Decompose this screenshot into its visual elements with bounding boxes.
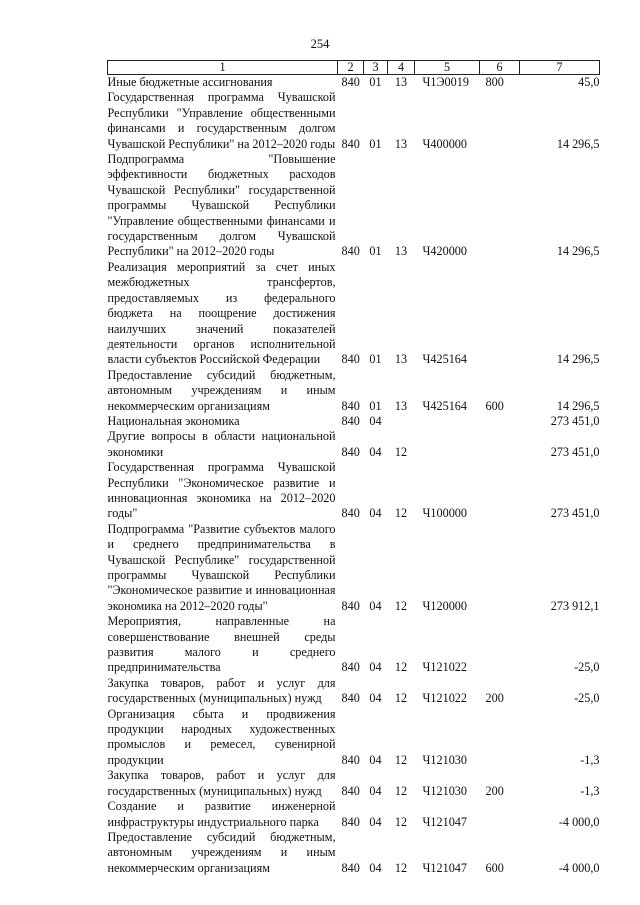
row-code-section: 04 <box>369 660 382 675</box>
row-code-subsection: 12 <box>394 444 408 459</box>
budget-table <box>107 60 600 876</box>
row-name: Закупка товаров, работ и услуг для государственных (муниципальных) нужд <box>107 768 336 798</box>
row-code-ministry: 840 <box>341 814 360 829</box>
row-code-target: Ч100000 <box>422 506 467 521</box>
row-code-expense-type: 200 <box>485 691 504 706</box>
row-code-expense-type <box>480 522 520 614</box>
row-code-expense-type <box>480 260 520 368</box>
table-row <box>108 90 600 152</box>
row-code-section: 01 <box>369 244 382 259</box>
table-row <box>108 414 600 429</box>
row-code-subsection: 12 <box>394 814 408 829</box>
row-code-ministry: 840 <box>341 75 360 89</box>
row-name: Мероприятия, направленные на совершенствование внешней среды развития малого и среднего предпринимательства <box>107 614 336 675</box>
row-code-target: Ч1Э0019 <box>422 75 469 89</box>
row-code-subsection: 12 <box>394 506 408 521</box>
row-code-subsection: 12 <box>394 860 408 875</box>
row-code-ministry: 840 <box>341 413 360 428</box>
column-header: 6 <box>480 61 520 75</box>
row-code-target: Ч425164 <box>422 398 467 413</box>
row-code-subsection: 12 <box>394 598 408 613</box>
row-code-subsection: 13 <box>394 75 408 89</box>
row-amount: 14 296,5 <box>556 398 600 413</box>
row-code-expense-type: 600 <box>485 398 504 413</box>
table-row <box>108 152 600 260</box>
row-code-section: 04 <box>369 860 382 875</box>
row-code-subsection: 13 <box>394 136 408 151</box>
table-row <box>108 460 600 522</box>
row-code-ministry: 840 <box>341 783 360 798</box>
row-code-subsection <box>388 414 415 429</box>
row-code-subsection: 12 <box>394 691 408 706</box>
row-code-target: Ч121030 <box>422 752 467 767</box>
row-code-target: Ч420000 <box>422 244 467 259</box>
row-code-target: Ч425164 <box>422 352 467 367</box>
row-code-target <box>415 414 480 429</box>
row-amount: 14 296,5 <box>556 244 600 259</box>
row-code-target: Ч120000 <box>422 598 467 613</box>
row-code-section: 01 <box>369 136 382 151</box>
row-name: Другие вопросы в области национальной экономики <box>107 429 336 459</box>
table-header <box>108 61 600 75</box>
row-name: Государственная программа Чувашской Республики "Экономическое развитие и инновационная экономика на 2012–2020 годы" <box>107 460 336 521</box>
page-number: 254 <box>310 37 330 51</box>
row-code-section: 04 <box>369 506 382 521</box>
table-row <box>108 830 600 876</box>
row-code-expense-type: 600 <box>485 860 504 875</box>
row-amount: 273 451,0 <box>550 413 600 428</box>
table-row <box>108 522 600 614</box>
row-code-section: 04 <box>369 814 382 829</box>
row-code-section: 01 <box>369 398 382 413</box>
table-row <box>108 614 600 676</box>
row-name: Национальная экономика <box>107 413 240 428</box>
row-name: Организация сбыта и продвижения продукции народных художественных промыслов и ремесел, сувенирной продукции <box>107 706 336 767</box>
row-code-expense-type <box>480 614 520 676</box>
row-code-subsection: 13 <box>394 244 408 259</box>
row-code-section: 04 <box>369 598 382 613</box>
row-amount: -1,3 <box>580 752 600 767</box>
row-code-subsection: 13 <box>394 398 408 413</box>
row-code-section: 01 <box>369 352 382 367</box>
column-header: 5 <box>415 61 480 75</box>
row-code-target: Ч121022 <box>422 660 467 675</box>
table-row <box>108 368 600 414</box>
table-body <box>108 75 600 877</box>
row-code-subsection: 13 <box>394 352 408 367</box>
row-code-expense-type <box>480 152 520 260</box>
row-code-expense-type <box>480 799 520 830</box>
row-code-ministry: 840 <box>341 398 360 413</box>
row-amount: 273 912,1 <box>550 598 600 613</box>
row-code-target: Ч121022 <box>422 691 467 706</box>
row-code-expense-type <box>480 429 520 460</box>
row-name: Предоставление субсидий бюджетным, автономным учреждениям и иным некоммерческим организациям <box>107 829 336 875</box>
row-code-target: Ч121047 <box>422 814 467 829</box>
row-code-ministry: 840 <box>341 660 360 675</box>
row-name: Реализация мероприятий за счет иных межбюджетных трансфертов, предоставляемых из федерального бюджета на поощрение достижения наилучших значений показателей деятельности органов исполнительной власти субъектов Российской Федерации <box>107 259 336 367</box>
row-code-subsection: 12 <box>394 660 408 675</box>
row-name: Подпрограмма "Повышение эффективности бюджетных расходов Чувашской Республики" государственной программы Чувашской Республики "Управление общественными финансами и государственным долгом Чувашской Республики" на 2012–2020 годы <box>107 152 336 259</box>
column-header: 2 <box>338 61 364 75</box>
table-row <box>108 429 600 460</box>
row-code-section: 04 <box>369 752 382 767</box>
row-code-ministry: 840 <box>341 444 360 459</box>
row-amount: -1,3 <box>580 783 600 798</box>
row-code-target: Ч121030 <box>422 783 467 798</box>
row-amount: -25,0 <box>574 691 600 706</box>
row-amount: 45,0 <box>578 75 600 89</box>
row-code-ministry: 840 <box>341 598 360 613</box>
table-row <box>108 260 600 368</box>
row-code-ministry: 840 <box>341 860 360 875</box>
row-amount: 273 451,0 <box>550 444 600 459</box>
row-name: Закупка товаров, работ и услуг для государственных (муниципальных) нужд <box>107 675 336 706</box>
row-name: Создание и развитие инженерной инфраструктуры индустриального парка <box>107 799 336 829</box>
row-code-target: Ч121047 <box>422 860 467 875</box>
table-row <box>108 799 600 830</box>
row-code-subsection: 12 <box>394 752 408 767</box>
row-code-ministry: 840 <box>341 352 360 367</box>
row-code-ministry: 840 <box>341 506 360 521</box>
row-code-ministry: 840 <box>341 136 360 151</box>
row-name: Иные бюджетные ассигнования <box>107 75 273 89</box>
row-code-section: 04 <box>369 413 382 428</box>
row-code-expense-type: 800 <box>485 75 504 89</box>
row-code-expense-type <box>480 460 520 522</box>
row-code-ministry: 840 <box>341 691 360 706</box>
row-amount: 273 451,0 <box>550 506 600 521</box>
row-code-target <box>415 429 480 460</box>
row-code-ministry: 840 <box>341 752 360 767</box>
row-amount: 14 296,5 <box>556 352 600 367</box>
row-amount: -25,0 <box>574 660 600 675</box>
row-name: Государственная программа Чувашской Республики "Управление общественными финансами и государственным долгом Чувашской Республики" на 2012–2020 годы <box>107 90 336 151</box>
row-code-expense-type: 200 <box>485 783 504 798</box>
row-amount: 14 296,5 <box>556 136 600 151</box>
row-name: Предоставление субсидий бюджетным, автономным учреждениям и иным некоммерческим организациям <box>107 367 336 413</box>
column-header: 3 <box>364 61 388 75</box>
row-code-target: Ч400000 <box>422 136 467 151</box>
column-header: 7 <box>520 61 600 75</box>
header-row <box>108 61 600 75</box>
row-name: Подпрограмма "Развитие субъектов малого и среднего предпринимательства в Чувашской Республике" государственной программы Чувашской Республики "Экономическое развитие и инновационная экономика на 2012–2020 годы" <box>107 521 336 613</box>
row-code-section: 04 <box>369 783 382 798</box>
row-amount: -4 000,0 <box>558 860 600 875</box>
table-row <box>108 676 600 707</box>
row-code-section: 04 <box>369 691 382 706</box>
column-header: 1 <box>108 61 338 75</box>
row-code-section: 01 <box>369 75 382 89</box>
row-code-section: 04 <box>369 444 382 459</box>
row-code-expense-type <box>480 414 520 429</box>
row-amount: -4 000,0 <box>558 814 600 829</box>
column-header: 4 <box>388 61 415 75</box>
table-row <box>108 707 600 769</box>
table-row <box>108 768 600 799</box>
table-row <box>108 75 600 91</box>
row-code-expense-type <box>480 707 520 769</box>
row-code-subsection: 12 <box>394 783 408 798</box>
row-code-expense-type <box>480 90 520 152</box>
row-code-ministry: 840 <box>341 244 360 259</box>
